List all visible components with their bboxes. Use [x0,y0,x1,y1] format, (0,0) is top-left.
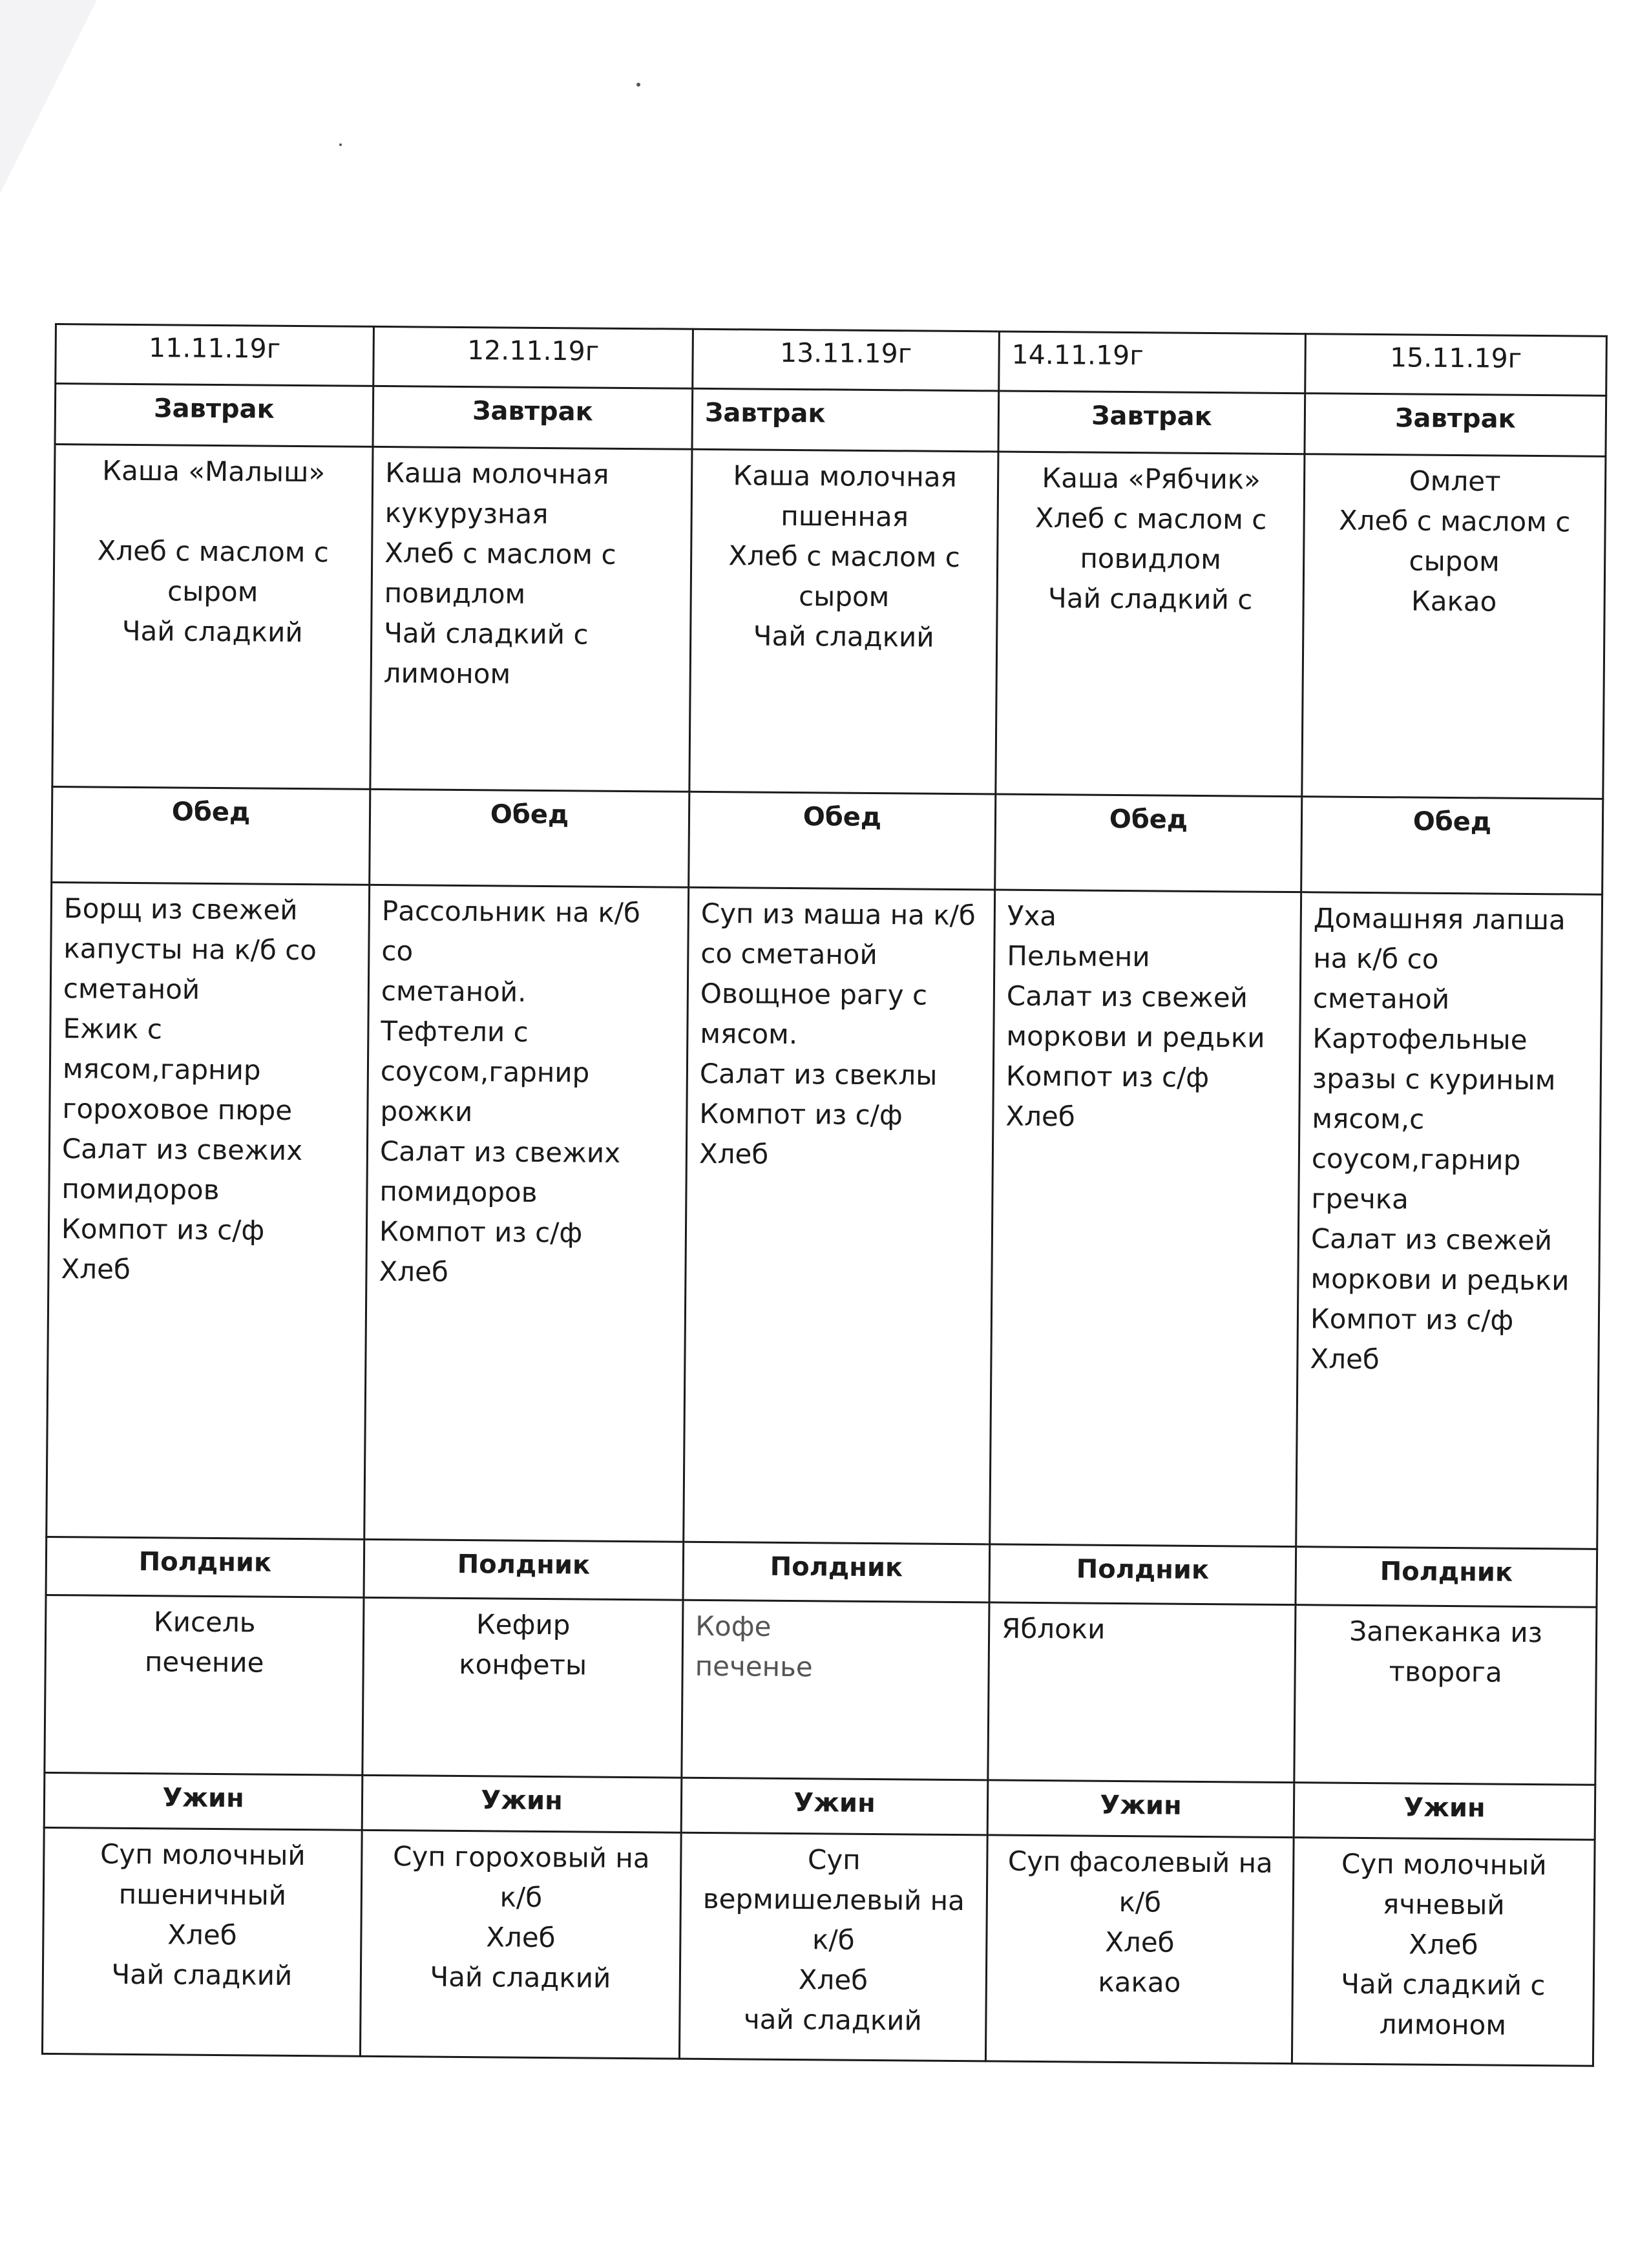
menu-cell [689,449,998,794]
menu-dish-line: Каша молочная [733,459,958,493]
menu-dish-line: гречка [1311,1182,1409,1215]
menu-dish-line: Кисель [153,1605,256,1639]
menu-dish-line: вермишелевый на [702,1883,965,1917]
menu-cell [47,883,370,1539]
menu-cell [990,890,1301,1546]
menu-dish-line: творога [1389,1655,1502,1688]
menu-dish-line: Суп [807,1843,861,1876]
menu-dish-line: Кефир [476,1608,571,1641]
menu-cell [988,1602,1296,1783]
menu-dish-line: Домашняя лапша [1313,902,1566,936]
menu-row [52,444,1606,799]
menu-dish-line: Тефтели с [381,1015,529,1048]
menu-dish-line: Рассольник на к/б со [381,895,641,967]
date-cell: 12.11.19г [373,326,693,388]
date-cell: 13.11.19г [693,329,1000,391]
menu-dish-line: на к/б со [1313,942,1439,975]
meal-header: Завтрак [373,386,693,449]
menu-dish-line: Хлеб [1104,1926,1175,1958]
menu-dish-line: сыром [167,574,258,608]
menu-dish-line: Хлеб с маслом с [1338,504,1571,538]
menu-dish-line: сметаной [63,972,200,1005]
menu-dish-line: Чай сладкий с [384,616,589,651]
menu-dish-line: Картофельные [1312,1022,1528,1056]
menu-dish-line: к/б [812,1924,855,1956]
menu-dish-line: Хлеб с маслом с [1035,501,1267,536]
menu-dish-line: Хлеб [379,1255,449,1288]
meal-header: Обед [370,789,689,887]
menu-dish-line: Овощное рагу с [700,977,928,1011]
menu-dish-line [67,490,359,533]
menu-dish-line: Уха [1007,899,1057,932]
menu-cell [682,1600,989,1780]
menu-dish-line: Хлеб с маслом с [384,536,616,571]
menu-dish-line: Чай сладкий с [1341,1968,1546,2002]
date-cell: 14.11.19г [999,331,1306,394]
menu-dish-line: Хлеб с маслом с [728,539,961,573]
meal-header: Ужин [681,1778,988,1835]
menu-dish-line: Чай сладкий [121,614,303,648]
menu-dish-line: Салат из свеклы [699,1057,938,1091]
menu-dish-line: кукурузная [384,496,549,530]
menu-dish-line: сыром [1409,545,1500,578]
meal-header: Полдник [1296,1546,1597,1607]
meal-header: Завтрак [1305,394,1606,456]
menu-dish-line: печенье [695,1650,813,1683]
menu-dish-line: ячневый [1382,1888,1505,1921]
menu-dish-line: сыром [798,580,890,613]
meal-header: Обед [995,794,1302,892]
menu-cell [362,1597,683,1778]
menu-dish-line: Суп молочный [1341,1847,1547,1882]
menu-dish-line: моркови и редьки [1310,1263,1570,1297]
meal-header: Полдник [46,1537,364,1597]
menu-dish-line: зразы с куриным [1312,1062,1556,1097]
menu-dish-line: мясом. [700,1017,798,1051]
menu-dish-line: Хлеб [1408,1928,1478,1961]
menu-dish-line: рожки [380,1095,473,1128]
meal-header: Ужин [987,1780,1294,1838]
menu-dish-line: Салат из свежей [1006,980,1248,1014]
menu-dish-line: Борщ из свежей [63,892,298,927]
menu-dish-line: Хлеб [798,1964,868,1997]
menu-dish-line: Компот из с/ф [699,1097,903,1131]
menu-dish-line: Чай сладкий [430,1960,611,1994]
menu-dish-line: сметаной [1312,982,1450,1016]
menu-dish-line: печение [144,1645,264,1679]
menu-dish-line: со сметаной [700,937,877,971]
meal-header-row [52,786,1603,894]
menu-dish-line: Хлеб [167,1918,237,1951]
menu-dish-line: Яблоки [1001,1612,1106,1645]
scan-speck [636,83,640,87]
menu-dish-line: какао [1098,1966,1181,1999]
menu-cell [364,885,689,1541]
menu-dish-line: лимоном [383,656,511,690]
menu-row [45,1595,1597,1785]
menu-dish-line: повидлом [384,576,526,610]
menu-dish-line: Каша «Рябчик» [1042,461,1261,496]
menu-dish-line: Чай сладкий с [1047,582,1253,616]
menu-cell [52,444,373,789]
menu-cell [684,887,995,1544]
meal-header: Обед [689,792,996,890]
meal-header: Полдник [683,1542,990,1602]
meal-header: Полдник [364,1539,684,1600]
menu-cell [1294,1604,1597,1785]
menu-dish-line: гороховое пюре [62,1093,293,1126]
menu-cell [679,1832,987,2061]
menu-cell [1292,1838,1595,2066]
menu-dish-line: сметаной. [381,975,527,1008]
menu-dish-line: чай сладкий [743,2003,923,2037]
menu-dish-line: мясом,с [1312,1102,1425,1135]
meal-header: Ужин [1294,1783,1595,1840]
menu-dish-line: Салат из свежей [1310,1223,1553,1257]
menu-dish-line: Каша молочная [385,456,609,490]
menu-cell [360,1830,681,2059]
menu-dish-line: к/б [499,1881,543,1914]
menu-dish-line: Компот из с/ф [61,1213,265,1246]
menu-dish-line: соусом,гарнир [380,1055,590,1089]
menu-cell [1302,454,1606,799]
menu-dish-line: Хлеб [698,1137,769,1170]
menu-row [42,1828,1595,2066]
menu-dish-line: Суп гороховый на [392,1840,650,1874]
date-cell: 15.11.19г [1305,334,1607,396]
menu-dish-line: моркови и редьки [1006,1020,1265,1054]
menu-dish-line: Компот из с/ф [1310,1303,1514,1336]
menu-dish-line: пшенная [781,499,909,532]
menu-cell [45,1595,364,1775]
menu-dish-line: Хлеб [1310,1343,1380,1376]
menu-dish-line: соусом,гарнир [1311,1142,1521,1176]
menu-dish-line: конфеты [459,1648,587,1681]
menu-dish-line: Пельмени [1007,940,1150,973]
menu-dish-line: помидоров [379,1175,538,1208]
menu-dish-line: Омлет [1409,464,1501,498]
menu-dish-line: к/б [1119,1886,1162,1918]
menu-dish-line: Каша «Малыш» [102,454,326,488]
scan-shadow [0,0,97,194]
menu-cell [985,1835,1294,2064]
menu-dish-line: пшеничный [118,1878,287,1911]
meal-header: Обед [1301,796,1603,894]
menu-dish-line: Суп молочный [100,1838,306,1872]
meal-header: Ужин [44,1773,362,1831]
menu-cell [42,1828,362,2057]
menu-row [47,883,1602,1549]
menu-dish-line: лимоном [1379,2008,1507,2041]
menu-dish-line: Хлеб с маслом с [97,534,330,568]
date-cell: 11.11.19г [56,324,374,386]
menu-dish-line: Запеканка из [1349,1615,1543,1648]
menu-dish-line: повидлом [1080,542,1222,575]
meal-header: Завтрак [998,391,1305,454]
menu-dish-line: Какао [1411,585,1497,618]
menu-dish-line: Чай сладкий [111,1958,293,1992]
menu-dish-line: Суп фасолевый на [1007,1845,1273,1879]
meal-header: Полдник [989,1544,1296,1604]
menu-dish-line: Ежик с мясом,гарнир [62,1013,261,1086]
menu-dish-line: Хлеб [486,1921,556,1954]
menu-dish-line: Чай сладкий [753,620,934,653]
menu-cell [996,452,1305,797]
menu-cell [370,446,692,792]
menu-dish-line: Салат из свежих [61,1133,303,1167]
menu-dish-line: Суп из маша на к/б [700,897,976,932]
meal-header: Ужин [362,1776,682,1833]
menu-dish-line: Салат из свежих [379,1135,621,1169]
weekly-menu-table [41,323,1608,2067]
menu-dish-line: Компот из с/ф [379,1215,583,1249]
menu-dish-line: капусты на к/б со [63,932,317,967]
menu-cell [1296,892,1602,1549]
menu-dish-line: Хлеб [61,1253,131,1286]
meal-header: Завтрак [55,384,373,446]
menu-dish-line: Хлеб [1005,1100,1075,1133]
menu-dish-line: Компот из с/ф [1005,1060,1210,1094]
menu-dish-line: помидоров [61,1173,220,1206]
menu-dish-line: Кофе [695,1610,772,1643]
scan-speck [339,143,342,146]
meal-header: Обед [52,786,370,885]
meal-header: Завтрак [692,388,999,451]
